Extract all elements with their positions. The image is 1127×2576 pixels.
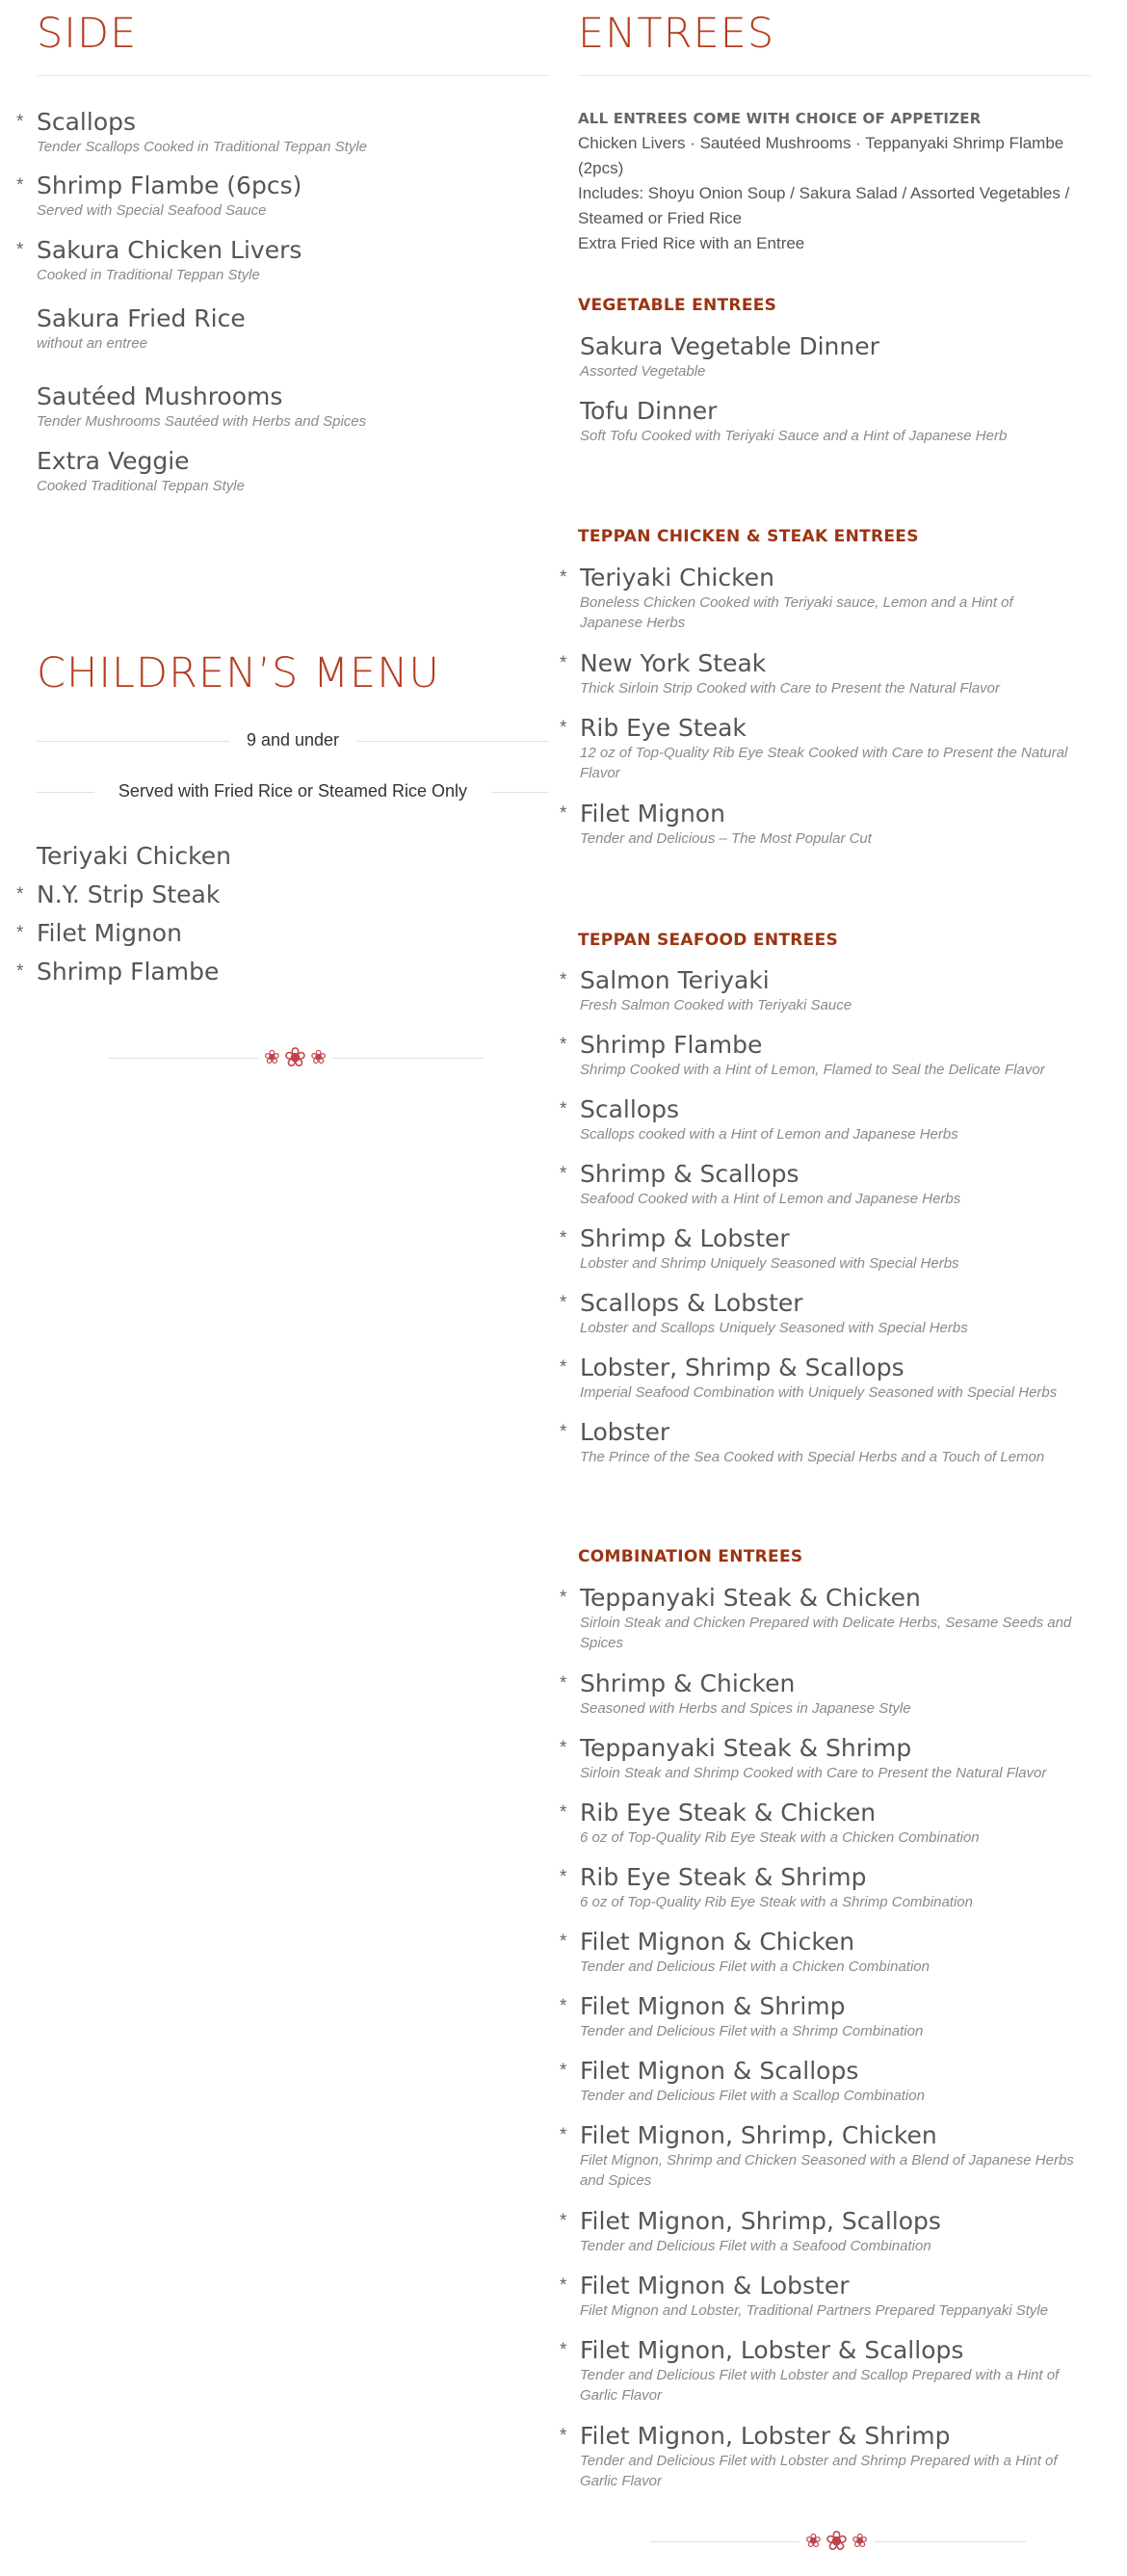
children-item-ny-strip: [16, 881, 221, 909]
item-description: 6 oz of Top-Quality Rib Eye Steak with a Chicken Combination: [580, 1829, 980, 1846]
asterisk-icon: *: [560, 2340, 567, 2360]
combo-item: [560, 2336, 1090, 2405]
item-name: Rib Eye Steak: [580, 714, 747, 742]
side-item-scallops: [16, 108, 549, 157]
asterisk-icon: *: [16, 240, 24, 260]
item-name: Teriyaki Chicken: [37, 842, 231, 870]
combo-item: [560, 1584, 1090, 1653]
item-description: Tender and Delicious Filet with a Shrimp Combination: [580, 2023, 924, 2039]
combo-item: [560, 2422, 1090, 2491]
chicken-steak-heading: TEPPAN CHICKEN & STEAK ENTREES: [578, 527, 919, 546]
asterisk-icon: *: [560, 2275, 567, 2296]
item-name: Filet Mignon: [580, 800, 725, 828]
asterisk-icon: *: [560, 1673, 567, 1694]
item-description: 12 oz of Top-Quality Rib Eye Steak Cooked with Care to Present the Natural: [580, 745, 1068, 761]
appetizer-note-line: (2pcs): [578, 159, 624, 177]
item-description: Filet Mignon, Shrimp and Chicken Seasoned with a Blend of Japanese Herbs: [580, 2152, 1074, 2169]
children-item-shrimp-flambe: [16, 958, 220, 986]
item-name: Filet Mignon & Lobster: [580, 2272, 850, 2300]
seafood-item: [560, 1160, 1090, 1209]
asterisk-icon: *: [560, 1932, 567, 1952]
rice-note-text: Served with Fried Rice or Steamed Rice Only: [105, 781, 481, 801]
item-name: Scallops: [37, 108, 137, 136]
asterisk-icon: *: [560, 970, 567, 990]
item-name: Sautéed Mushrooms: [37, 382, 283, 410]
appetizer-note-line: Chicken Livers · Sautéed Mushrooms · Teppanyaki Shrimp Flambe: [578, 134, 1064, 152]
sakura-flower-icon: ❀: [825, 2526, 849, 2556]
asterisk-icon: *: [560, 1164, 567, 1184]
children-menu-title: CHILDREN’S MENU: [37, 649, 440, 697]
side-item-chicken-livers: [16, 236, 549, 285]
asterisk-icon: *: [560, 803, 567, 824]
seafood-heading: TEPPAN SEAFOOD ENTREES: [578, 931, 839, 950]
item-name: Teriyaki Chicken: [580, 564, 774, 591]
item-description: Seafood Cooked with a Hint of Lemon and Japanese Herbs: [580, 1191, 961, 1207]
entrees-divider: [578, 75, 1090, 76]
item-description: Filet Mignon and Lobster, Traditional Partners Prepared Teppanyaki Style: [580, 2302, 1049, 2319]
item-name: Filet Mignon, Shrimp, Scallops: [580, 2207, 941, 2235]
side-item-shrimp-flambe: [16, 171, 549, 221]
item-name: Shrimp & Chicken: [580, 1669, 796, 1697]
seafood-item: [560, 1031, 1090, 1080]
asterisk-icon: *: [560, 1802, 567, 1823]
item-description: Assorted Vegetable: [580, 363, 706, 380]
item-name: Sakura Vegetable Dinner: [580, 332, 879, 360]
left-ornament: [109, 1044, 485, 1073]
item-name: Filet Mignon: [37, 919, 182, 947]
item-name: Salmon Teriyaki: [580, 966, 770, 994]
appetizer-note-line: Extra Fried Rice with an Entree: [578, 234, 805, 252]
asterisk-icon: *: [16, 112, 24, 132]
combo-item: [560, 1928, 1090, 1977]
item-description: Garlic Flavor: [580, 2473, 663, 2489]
cs-item-teriyaki-chicken: [560, 564, 1090, 633]
seafood-item: [560, 966, 1090, 1015]
side-item-mushrooms: [37, 382, 549, 432]
asterisk-icon: *: [560, 1422, 567, 1442]
right-ornament: [650, 2528, 1026, 2557]
combo-item: [560, 1799, 1090, 1848]
item-name: Shrimp Flambe: [37, 958, 220, 986]
item-description: Served with Special Seafood Sauce: [37, 202, 267, 219]
item-name: Scallops: [580, 1095, 680, 1123]
item-name: Tofu Dinner: [580, 397, 718, 425]
children-item-teriyaki-chicken: [37, 842, 231, 871]
asterisk-icon: *: [560, 1099, 567, 1119]
item-name: Lobster, Shrimp & Scallops: [580, 1354, 904, 1381]
sakura-flower-icon: ❀: [310, 1047, 327, 1068]
item-name: Rib Eye Steak & Shrimp: [580, 1863, 867, 1891]
side-divider: [37, 75, 549, 76]
asterisk-icon: *: [560, 1867, 567, 1887]
item-name: Rib Eye Steak & Chicken: [580, 1799, 877, 1827]
item-name: Filet Mignon, Shrimp, Chicken: [580, 2121, 937, 2149]
item-description: Tender and Delicious Filet with Lobster and Scallop Prepared with a Hint of: [580, 2367, 1060, 2383]
item-description: Sirloin Steak and Chicken Prepared with Delicate Herbs, Sesame Seeds and: [580, 1615, 1072, 1631]
item-description: Seasoned with Herbs and Spices in Japanese Style: [580, 1700, 911, 1717]
item-name: Shrimp Flambe (6pcs): [37, 171, 302, 199]
asterisk-icon: *: [560, 2426, 567, 2446]
appetizer-note: [578, 110, 1090, 256]
item-name: Filet Mignon, Lobster & Scallops: [580, 2336, 964, 2364]
item-name: Extra Veggie: [37, 447, 190, 475]
combo-item: [560, 2057, 1090, 2106]
item-description: Flavor: [580, 765, 620, 781]
asterisk-icon: *: [16, 923, 24, 943]
item-description: Thick Sirloin Strip Cooked with Care to Present the Natural Flavor: [580, 680, 1001, 697]
asterisk-icon: *: [560, 2061, 567, 2081]
asterisk-icon: *: [560, 1738, 567, 1758]
item-name: Filet Mignon & Chicken: [580, 1928, 855, 1956]
asterisk-icon: *: [560, 1357, 567, 1378]
asterisk-icon: *: [560, 2211, 567, 2231]
side-item-extra-veggie: [37, 447, 549, 496]
cs-item-filet-mignon: [560, 800, 1090, 849]
item-description: Cooked in Traditional Teppan Style: [37, 267, 260, 283]
sakura-flower-icon: ❀: [283, 1042, 307, 1072]
item-name: Lobster: [580, 1418, 670, 1446]
cs-item-rib-eye-steak: [560, 714, 1090, 783]
item-name: Teppanyaki Steak & Chicken: [580, 1584, 921, 1612]
asterisk-icon: *: [560, 1228, 567, 1249]
item-description: Tender and Delicious Filet with a Seafood Combination: [580, 2238, 931, 2254]
seafood-item: [560, 1354, 1090, 1403]
item-name: Scallops & Lobster: [580, 1289, 803, 1317]
seafood-item: [560, 1289, 1090, 1338]
side-item-fried-rice: [37, 304, 549, 354]
item-description: Lobster and Scallops Uniquely Seasoned with Special Herbs: [580, 1320, 968, 1336]
item-description: Tender Mushrooms Sautéed with Herbs and Spices: [37, 413, 367, 430]
item-description: 6 oz of Top-Quality Rib Eye Steak with a Shrimp Combination: [580, 1894, 973, 1910]
item-description: Fresh Salmon Cooked with Teriyaki Sauce: [580, 997, 852, 1013]
combo-item: [560, 2121, 1090, 2191]
item-name: Filet Mignon & Scallops: [580, 2057, 859, 2085]
combo-item: [560, 1669, 1090, 1719]
appetizer-note-heading: ALL ENTREES COME WITH CHOICE OF APPETIZER: [578, 110, 982, 127]
asterisk-icon: *: [560, 1293, 567, 1313]
item-name: Shrimp & Lobster: [580, 1224, 790, 1252]
item-description: Japanese Herbs: [580, 615, 686, 631]
item-name: Teppanyaki Steak & Shrimp: [580, 1734, 912, 1762]
item-name: Filet Mignon, Lobster & Shrimp: [580, 2422, 951, 2450]
asterisk-icon: *: [560, 1588, 567, 1608]
children-age-note: [37, 730, 549, 750]
sakura-flower-icon: ❀: [264, 1047, 280, 1068]
seafood-item: [560, 1224, 1090, 1274]
asterisk-icon: *: [16, 961, 24, 982]
item-name: Filet Mignon & Shrimp: [580, 1992, 846, 2020]
seafood-item: [560, 1095, 1090, 1144]
sakura-flower-icon: ❀: [805, 2531, 822, 2552]
item-name: Sakura Fried Rice: [37, 304, 246, 332]
item-name: Shrimp & Scallops: [580, 1160, 799, 1188]
combo-item: [560, 1734, 1090, 1783]
item-description: Tender and Delicious Filet with Lobster and Shrimp Prepared with a Hint of: [580, 2453, 1058, 2469]
asterisk-icon: *: [560, 567, 567, 588]
item-name: Shrimp Flambe: [580, 1031, 763, 1059]
item-description: without an entree: [37, 335, 148, 352]
appetizer-note-line: Includes: Shoyu Onion Soup / Sakura Salad / Assorted Vegetables /: [578, 184, 1070, 202]
entrees-title: ENTREES: [578, 10, 775, 58]
asterisk-icon: *: [560, 1035, 567, 1055]
item-description: Cooked Traditional Teppan Style: [37, 478, 245, 494]
item-description: Boneless Chicken Cooked with Teriyaki sauce, Lemon and a Hint of: [580, 594, 1013, 611]
asterisk-icon: *: [560, 653, 567, 673]
children-item-filet-mignon: [16, 919, 182, 948]
item-description: Shrimp Cooked with a Hint of Lemon, Flamed to Seal the Delicate Flavor: [580, 1062, 1045, 1078]
asterisk-icon: *: [560, 1996, 567, 2016]
item-description: Tender and Delicious – The Most Popular Cut: [580, 830, 872, 847]
cs-item-new-york-steak: [560, 649, 1090, 698]
veg-item-tofu-dinner: [580, 397, 1090, 446]
item-description: Sirloin Steak and Shrimp Cooked with Care to Present the Natural Flavor: [580, 1765, 1047, 1781]
combo-item: [560, 1863, 1090, 1912]
asterisk-icon: *: [560, 718, 567, 738]
item-description: Lobster and Shrimp Uniquely Seasoned with Special Herbs: [580, 1255, 959, 1272]
appetizer-note-line: Steamed or Fried Rice: [578, 209, 743, 227]
combo-item: [560, 2272, 1090, 2321]
sakura-flower-icon: ❀: [852, 2531, 868, 2552]
combo-item: [560, 2207, 1090, 2256]
item-description: Tender and Delicious Filet with a Chicken Combination: [580, 1958, 930, 1975]
item-description: Imperial Seafood Combination with Uniquely Seasoned with Special Herbs: [580, 1384, 1058, 1401]
item-name: N.Y. Strip Steak: [37, 881, 221, 908]
item-name: Sakura Chicken Livers: [37, 236, 302, 264]
item-description: Garlic Flavor: [580, 2387, 663, 2404]
combination-heading: COMBINATION ENTREES: [578, 1547, 803, 1566]
item-description: Tender and Delicious Filet with a Scallop Combination: [580, 2088, 925, 2104]
item-description: Scallops cooked with a Hint of Lemon and Japanese Herbs: [580, 1126, 958, 1143]
item-description: The Prince of the Sea Cooked with Special Herbs and a Touch of Lemon: [580, 1449, 1045, 1465]
children-rice-note: [37, 781, 549, 802]
veg-item-sakura-dinner: [580, 332, 1090, 381]
asterisk-icon: *: [16, 175, 24, 196]
item-name: New York Steak: [580, 649, 767, 677]
side-title: SIDE: [37, 10, 138, 58]
combo-item: [560, 1992, 1090, 2041]
item-description: Spices: [580, 1635, 624, 1651]
item-description: Soft Tofu Cooked with Teriyaki Sauce and a Hint of Japanese Herb: [580, 428, 1008, 444]
vegetable-entrees-heading: VEGETABLE ENTREES: [578, 296, 777, 315]
seafood-item: [560, 1418, 1090, 1467]
age-note-text: 9 and under: [233, 730, 353, 749]
item-description: Tender Scallops Cooked in Traditional Teppan Style: [37, 139, 367, 155]
asterisk-icon: *: [16, 884, 24, 905]
asterisk-icon: *: [560, 2125, 567, 2145]
item-description: and Spices: [580, 2172, 652, 2189]
